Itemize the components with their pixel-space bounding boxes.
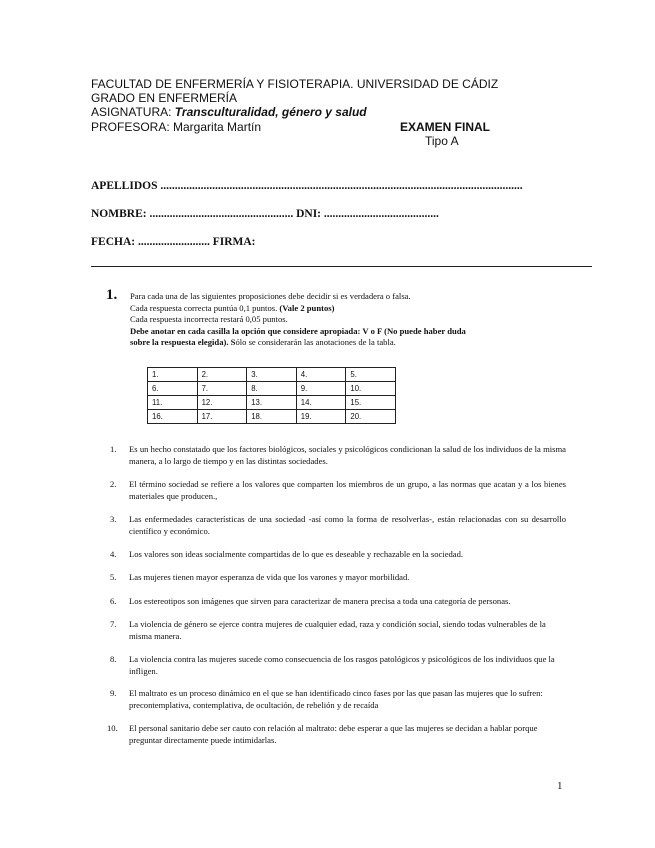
instruction-line [130, 337, 466, 349]
answer-cell[interactable]: 3. [247, 368, 297, 382]
exam-type: Tipo A [425, 134, 459, 148]
answer-grid [147, 367, 396, 424]
statement-text: Es un hecho constatado que los factores biológicos, sociales y psicológicos condicionan la salud de los individuos de la misma manera, a lo largo de tiempo y en las distintas sociedades. [129, 444, 566, 466]
answer-cell[interactable]: 18. [247, 410, 297, 424]
page-number: 1 [557, 780, 563, 792]
instruction-text: Cada respuesta correcta puntúa 0,1 puntos. [130, 302, 280, 313]
subject-title: Transculturalidad, género y salud [174, 105, 367, 119]
statement-number: 4. [110, 549, 117, 559]
answer-grid-row [148, 382, 396, 396]
question-instructions [130, 291, 466, 349]
answer-cell[interactable]: 5. [346, 368, 396, 382]
statement-text: El personal sanitario debe ser cauto con relación al maltrato: debe esperar a que las mujeres se decidan a hablar porque preguntar directamente puede intimidarlas. [129, 723, 538, 745]
answer-grid-row [148, 396, 396, 410]
answer-cell[interactable]: 9. [296, 382, 346, 396]
instruction-emphasis: S [230, 337, 236, 347]
answer-cell[interactable]: 8. [247, 382, 297, 396]
surname-field[interactable]: APELLIDOS .............................................................................................................................. [91, 180, 523, 192]
degree-line: GRADO EN ENFERMERÍA [91, 91, 238, 105]
answer-cell[interactable]: 17. [197, 410, 247, 424]
statement-text: Los valores son ideas socialmente compartidas de lo que es deseable y rechazable en la sociedad. [129, 549, 464, 559]
name-dni-field[interactable]: NOMBRE: .................................................. DNI: ........................................ [91, 208, 439, 220]
statement-number: 7. [110, 619, 117, 629]
answer-cell[interactable]: 19. [296, 410, 346, 424]
answer-cell[interactable]: 6. [148, 382, 198, 396]
answer-cell[interactable]: 7. [197, 382, 247, 396]
answer-cell[interactable]: 12. [197, 396, 247, 410]
statement-number: 8. [110, 654, 117, 664]
statement-text: Los estereotipos son imágenes que sirven para caracterizar de manera precisa a toda una categoría de personas. [129, 596, 511, 606]
statement-number: 2. [110, 479, 117, 489]
statement-text: Las mujeres tienen mayor esperanza de vida que los varones y mayor morbilidad. [129, 572, 410, 582]
statement-text: La violencia de género se ejerce contra mujeres de cualquier edad, raza y condición social, siendo todas vulnerables de la misma manera. [129, 619, 546, 641]
answer-cell[interactable]: 15. [346, 396, 396, 410]
professor-line: PROFESORA: Margarita Martín [91, 120, 262, 134]
statement-number: 5. [110, 572, 117, 582]
statement-number: 10. [107, 723, 118, 733]
statement-text: El término sociedad se refiere a los valores que comparten los miembros de un grupo, a las normas que acatan y a los bienes materiales que producen., [129, 479, 566, 501]
question-number: 1. [106, 287, 118, 303]
answer-grid-row [148, 410, 396, 424]
subject-label: ASIGNATURA: [91, 105, 175, 119]
answer-cell[interactable]: 4. [296, 368, 346, 382]
answer-cell[interactable]: 11. [148, 396, 198, 410]
subject-line [91, 105, 367, 119]
statement-text: Las enfermedades características de una sociedad -así como la forma de resolverlas-, están relacionadas con su desarrollo científico y económico. [129, 514, 566, 536]
statement-number: 9. [110, 688, 117, 698]
instruction-line: Debe anotar en cada casilla la opción que considere apropiada: V o F (No puede haber duda [130, 325, 466, 336]
statement-text: El maltrato es un proceso dinámico en el que se han identificado cinco fases por las que pasan las mujeres que lo sufren: precontemplativa, contemplativa, de ocultación, de rebelión y de recaída [129, 688, 543, 710]
answer-cell[interactable]: 20. [346, 410, 396, 424]
statement-text: La violencia contra las mujeres sucede como consecuencia de los rasgos patológicos y psicológicos de los individuos que la infligen. [129, 654, 555, 676]
instruction-line: Para cada una de las siguientes proposiciones debe decidir si es verdadera o falsa. [130, 291, 411, 301]
instruction-line [130, 303, 466, 315]
statement-number: 3. [110, 514, 117, 524]
answer-cell[interactable]: 1. [148, 368, 198, 382]
instruction-emphasis: sobre la respuesta elegida). [130, 337, 231, 347]
statement-number: 6. [110, 596, 117, 606]
answer-cell[interactable]: 2. [197, 368, 247, 382]
instruction-line: Cada respuesta incorrecta restará 0,05 puntos. [130, 314, 288, 324]
exam-title: EXAMEN FINAL [400, 120, 490, 134]
statement-number: 1. [110, 444, 117, 454]
faculty-line: FACULTAD DE ENFERMERÍA Y FISIOTERAPIA. UNIVERSIDAD DE CÁDIZ [91, 77, 499, 91]
answer-cell[interactable]: 14. [296, 396, 346, 410]
answer-grid-row [148, 368, 396, 382]
instruction-text: ólo se considerarán las anotaciones de la tabla. [235, 337, 396, 347]
answer-cell[interactable]: 10. [346, 382, 396, 396]
instruction-points: (Vale 2 puntos) [279, 302, 335, 313]
date-signature-field[interactable]: FECHA: ......................... FIRMA: [91, 236, 256, 248]
answer-cell[interactable]: 13. [247, 396, 297, 410]
separator-line [91, 266, 592, 267]
answer-cell[interactable]: 16. [148, 410, 198, 424]
